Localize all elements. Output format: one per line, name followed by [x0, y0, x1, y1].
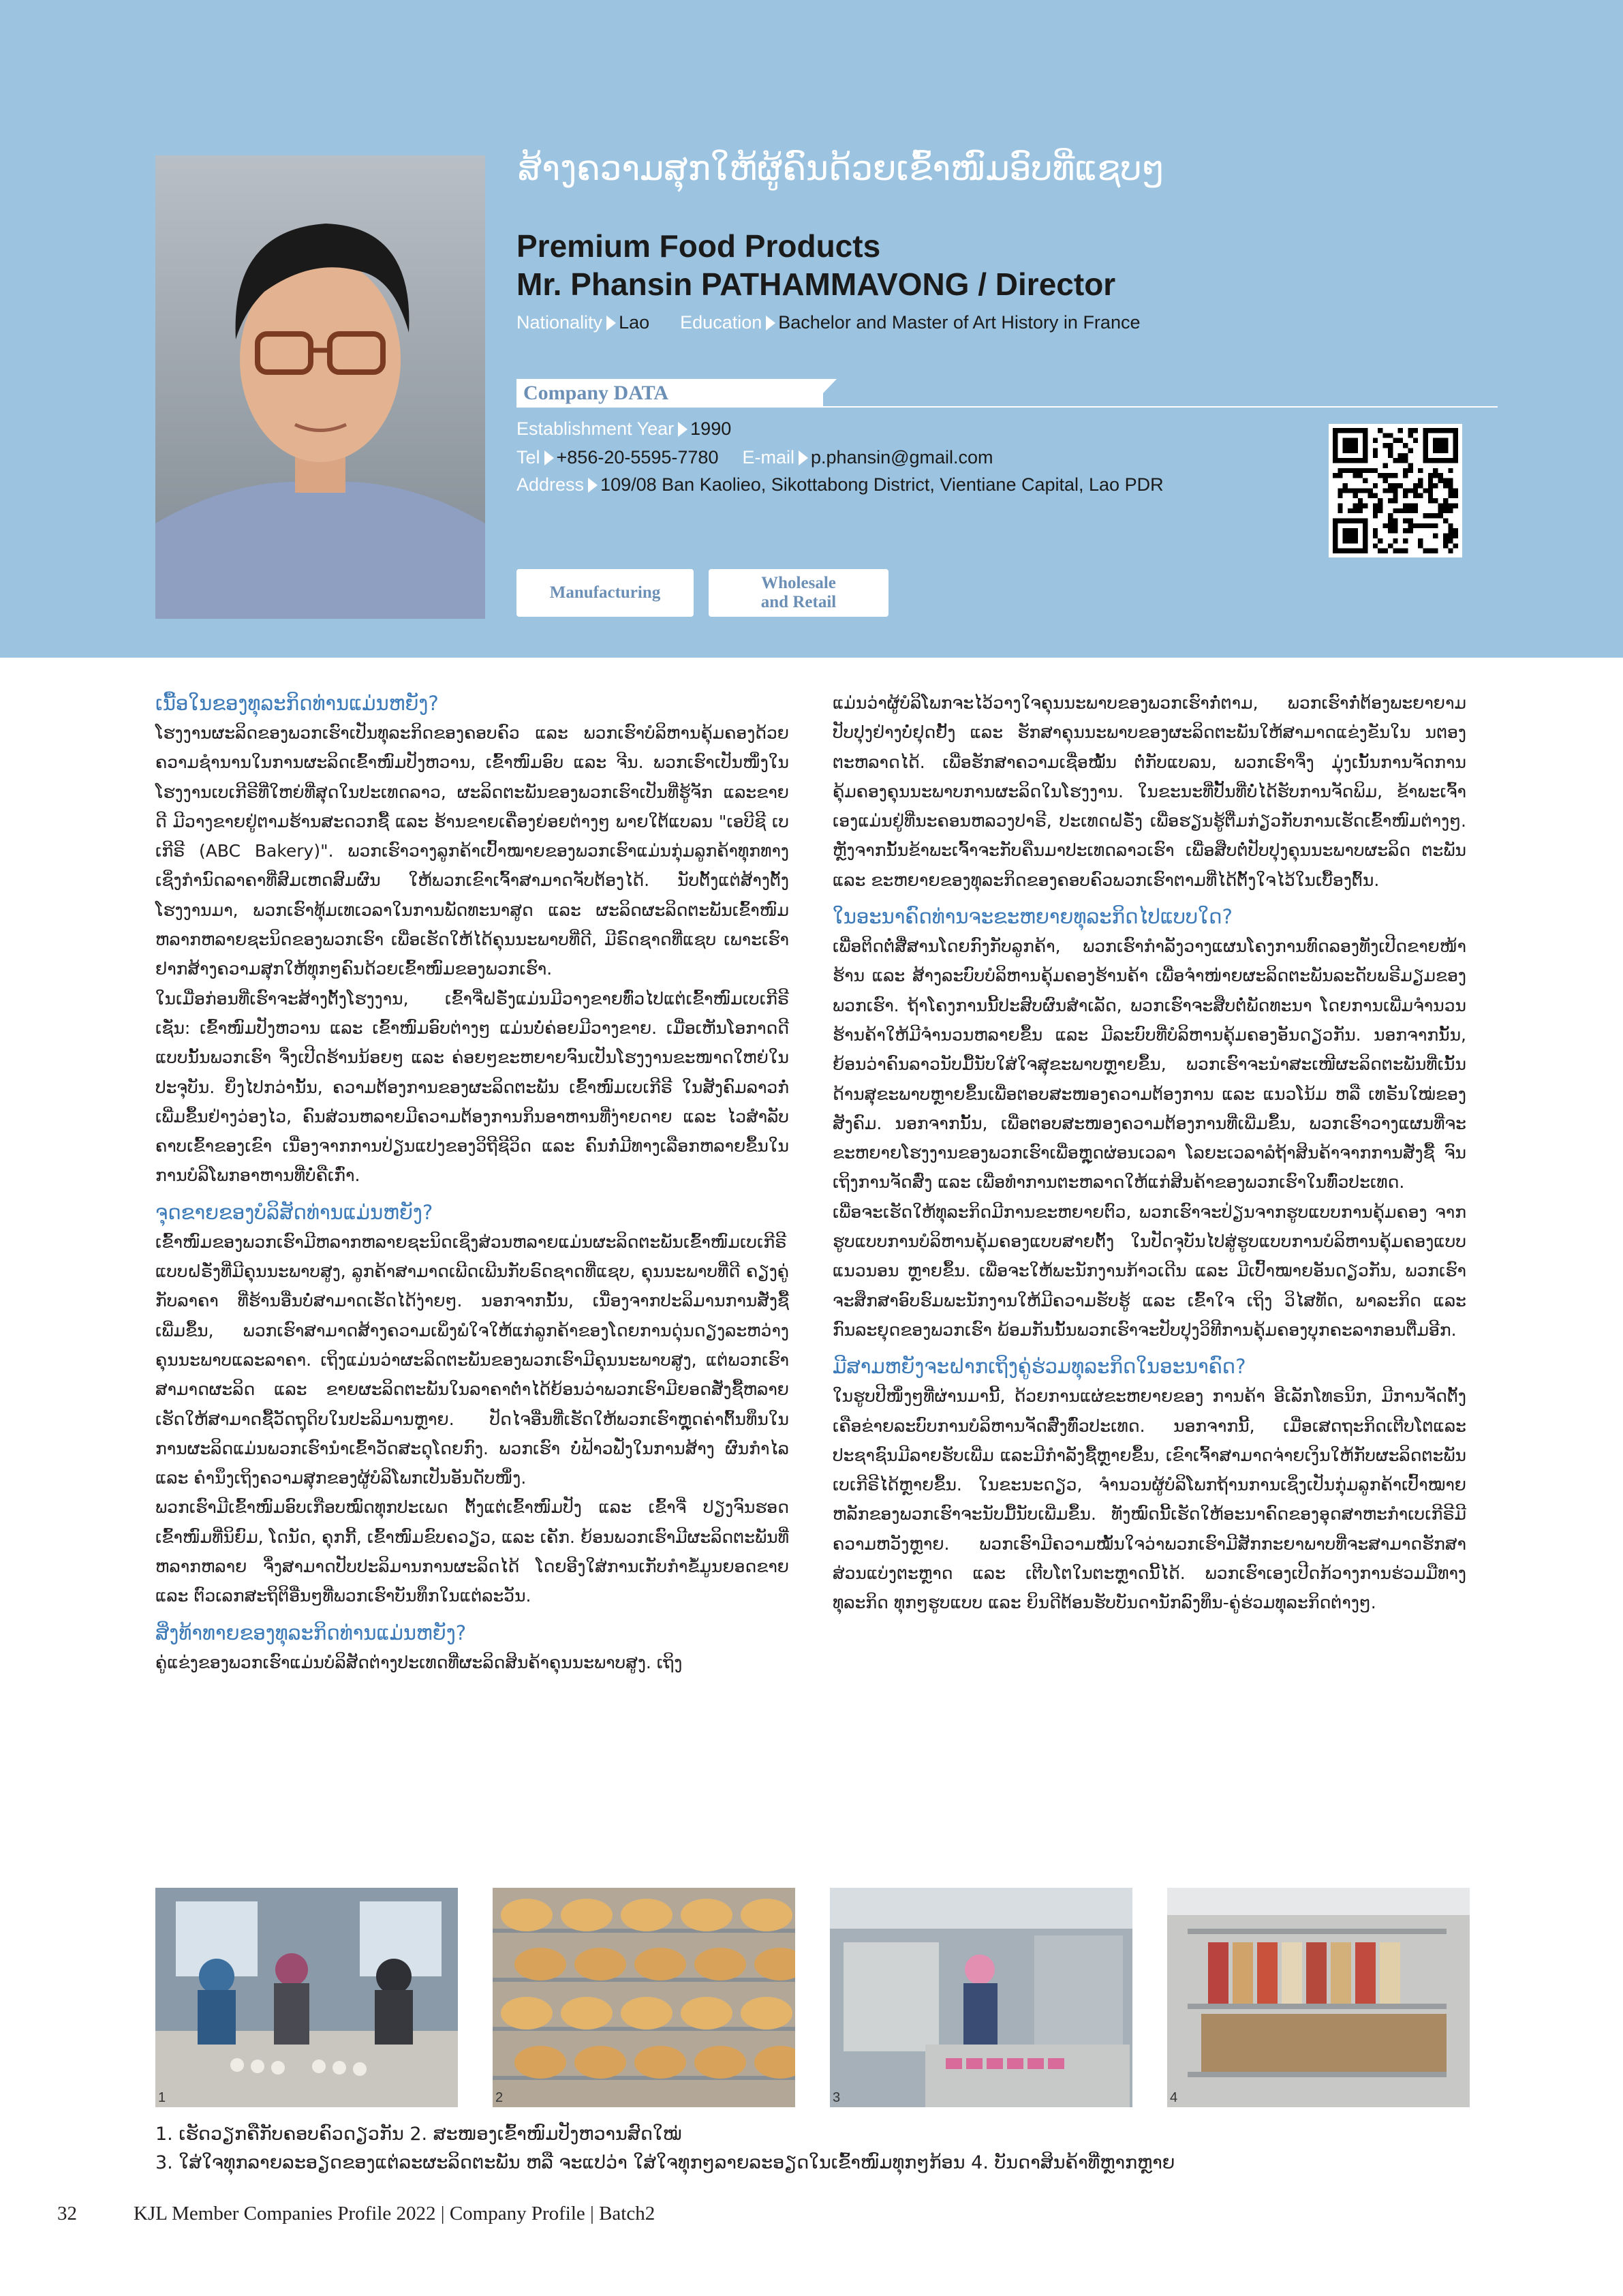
paragraph: ໃນຮູບປີໜຶ່ງໆທີ່ຜ່ານມານີ້, ດ້ວຍການແຜ່ຂະຫຍາຍຂອງ ການຄ້າ ອີເລັກໂທຣນິກ, ມີການຈັດຕັ້ງເຄືອຂ່າຍລະບົບການບໍລິຫານຈັດສົ່ງທົ່ວປະເທດ. ນອກຈາກນີ້, ເມື່ອເສດຖະກິດເຕີບໂຕແລະປະຊາຊົນມີລາຍຮັບເພີ່ມ ແລະມີກຳລັງຊື້ຫຼາຍຂຶ້ນ, ເຂົາເຈົ້າສາມາດຈ່າຍເງິນໃຫ້ກັບຜະລິດຕະພັນເບເກີຣີໄດ້ຫຼາຍຂຶ້ນ. ໃນຂະນະດຽວ, ຈຳນວນຜູ້ບໍລິໂພກຖ້ານການເຊິ່ງເປັນກຸ່ມລູກຄ້າເປົ້າໝາຍຫລັກຂອງພວກເຮົາຈະນັບມື້ນັບເພີ່ມຂຶ້ນ. ທັງໝົດນີ້ເຮັດໃຫ້ອະນາຄົດຂອງອຸດສາຫະກຳເບເກີຣີມີຄວາມຫວັງຫຼາຍ. ພວກເຮົາມີຄວາມໝັ້ນໃຈວ່າພວກເຮົາມີສັກກະຍາພາບທີ່ຈະສາມາດຮັກສາສ່ວນແບ່ງຕະຫຼາດ ແລະ ເຕີບໂຕໃນຕະຫຼາດນີ້ໄດ້. ພວກເຮົາເອງເປີດກ້ວາງການຮ່ວມມືທາງທຸລະກິດ ທຸກໆຮູບແບບ ແລະ ຍິນດີຕ້ອນຮັບບັນດານັກລົງທຶນ-ຄູ່ຮ່ວມທຸລະກິດຕ່າງໆ.	[833, 1386, 1466, 1613]
address-row	[516, 474, 1164, 495]
section-heading: ໃນອະນາຄົດທ່ານຈະຂະຫຍາຍທຸລະກິດໄປແບບໃດ?	[833, 905, 1233, 929]
address-value: 109/08 Ban Kaolieo, Sikottabong District, Vientiane Capital, Lao PDR	[600, 474, 1164, 495]
company-data-heading: Company DATA	[516, 379, 823, 408]
photo-number: 3	[833, 2090, 841, 2105]
education-value: Bachelor and Master of Art History in France	[778, 312, 1141, 333]
tag-wholesale-retail: Wholesale and Retail	[709, 569, 888, 617]
nationality-value: Lao	[619, 312, 650, 333]
footer-title: KJL Member Companies Profile 2022 | Company Profile | Batch2	[134, 2203, 655, 2224]
arrow-right-icon	[606, 316, 616, 331]
section-heading: ຈຸດຂາຍຂອງບໍລິສັດທ່ານແມ່ນຫຍັງ?	[155, 1200, 433, 1224]
paragraph: ພວກເຮົາມີເຂົ້າໜົມອົບເກືອບໝົດທຸກປະເພດ ຕັ້ງແຕ່ເຂົ້າໜົມປັງ ແລະ ເຂົ້າຈີ່ ປຽງຈົນຮອດເຂົ້າໜົມທີ່ນິຍົມ, ໂດນັດ, ຄຸກກີ້, ເຂົ້າໜົມຂົບຄວຽວ, ແລະ ເຄັກ. ຍ້ອນພວກເຮົາມີຜະລິດຕະພັນທີ່ຫລາກຫລາຍ ຈຶ່ງສາມາດປັບປະລິມານການຜະລິດໄດ້ ໂດຍອີງໃສ່ການເກັບກຳຂໍ້ມູນຍອດຂາຍ ແລະ ຕົວເລກສະຖິຕິອື່ນໆທີ່ພວກເຮົາບັນທຶກໃນແຕ່ລະວັນ.	[155, 1497, 789, 1606]
arrow-right-icon	[678, 422, 687, 437]
person-meta	[516, 312, 1140, 333]
established-row	[516, 418, 731, 440]
arrow-right-icon	[799, 450, 808, 465]
photo-caption-line-1: 1. ເຮັດວຽກຄືກັບຄອບຄົວດຽວກັນ 2. ສະໜອງເຂົ້າໜົມປັງຫວານສົດໃໝ່	[155, 2124, 682, 2145]
bakery-production-photo	[830, 1888, 1132, 2107]
established-value: 1990	[690, 418, 732, 439]
left-column	[155, 688, 789, 1677]
paragraph: ເຂົ້າໜົມຂອງພວກເຮົາມີຫລາກຫລາຍຊະນິດເຊິ່ງສ່ວນຫລາຍແມ່ນຜະລິດຕະພັນເຂົ້າໜົມເບເກີຣີແບບຝຣັ່ງທີ່ມີຄຸນນະພາບສູງ, ລູກຄ້າສາມາດເພີດເພີນກັບຣົດຊາດທີ່ແຊບ, ຄຸນນະພາບທີ່ດີ ຄຽງຄູ່ກັບລາຄາ ທີ່ຮ້ານອື່ນບໍ່ສາມາດເຮັດໄດ້ງ່າຍໆ. ນອກຈາກນັ້ນ, ເນື່ອງຈາກປະລິມານການສັ່ງຊື້ເພີ່ມຂຶ້ນ, ພວກເຮົາສາມາດສ້າງຄວາມເພິ່ງພໍໃຈໃຫ້ແກ່ລູກຄ້າຂອງໂດຍການດຸ່ນດຽງລະຫວ່າງຄຸນນະພາບແລະລາຄາ. ເຖິງແມ່ນວ່າຜະລິດຕະພັນຂອງພວກເຮົາມີຄຸນນະພາບສູງ, ແຕ່ພວກເຮົາສາມາດຜະລິດ ແລະ ຂາຍຜະລິດຕະພັນໃນລາຄາຕ່ຳໄດ້ຍ້ອນວ່າພວກເຮົາມີຍອດສັ່ງຊື້ຫລາຍ ເຮັດໃຫ້ສາມາດຊື້ວັດຖຸດິບໃນປະລິມານຫຼາຍ. ປັດໄຈອື່ນທີ່ເຮັດໃຫ້ພວກເຮົາຫຼຸດຄ່າຕົ້ນທຶນໃນການຜະລິດແມ່ນພວກເຮົານຳເຂົ້າວັດສະດຸໂດຍກົງ. ພວກເຮົາ ບໍ່ຟ້າວຟັ່ງໃນການສ້າງ ຜົນກຳໄລ ແລະ ຄຳນຶງເຖິງຄວາມສຸກຂອງຜູ້ບໍລິໂພກເປັນອັນດັບໜຶ່ງ.	[155, 1231, 789, 1488]
email-value[interactable]: p.phansin@gmail.com	[811, 447, 993, 468]
director-name: Mr. Phansin PATHAMMAVONG / Director	[516, 266, 1116, 302]
qr-code-image	[1333, 428, 1458, 553]
paragraph: ໃນເມື່ອກ່ອນທີ່ເຮົາຈະສ້າງຕັ້ງໂຮງງານ, ເຂົ້າຈີ່ຝຣັ່ງແມ່ນມີວາງຂາຍທົ່ວໄປແຕ່ເຂົ້າໜົມເບເກີຣີ ເຊັ່ນ: ເຂົ້າໜົມປັງຫວານ ແລະ ເຂົ້າໜົມອົບຕ່າງໆ ແມ່ນບໍ່ຄ່ອຍມີວາງຂາຍ. ເມື່ອເຫັນໂອກາດດີແບບນັ້ນພວກເຮົາ ຈຶ່ງເປີດຮ້ານນ້ອຍໆ ແລະ ຄ່ອຍໆຂະຫຍາຍຈົນເປັນໂຮງງານຂະໜາດໃຫຍ່ໃນປະຈຸບັນ. ຍິ່ງໄປກວ່ານັ້ນ, ຄວາມຕ້ອງການຂອງຜະລິດຕະພັນ ເຂົ້າໜົມເບເກີຣີ ໃນສັງຄົມລາວກໍ່ເພີ່ມຂຶ້ນຢ່າງວ່ອງໄວ, ຄົນສ່ວນຫລາຍມີຄວາມຕ້ອງການກິນອາຫານທີ່ງ່າຍດາຍ ແລະ ໄວສໍາລັບຄາບເຂົ້າຂອງເຂົາ ເນື່ອງຈາກການປ່ຽນແປງຂອງວິຖີຊີວິດ ແລະ ຄົນກໍ່ມີທາງເລືອກຫລາຍຂຶ້ນໃນການບໍລິໂພກອາຫານທີ່ບໍ່ຄືເກົ່າ.	[155, 988, 789, 1186]
tag-manufacturing: Manufacturing	[516, 569, 694, 617]
education-label: Education	[680, 312, 762, 333]
qr-code-icon[interactable]	[1329, 424, 1462, 557]
photo-1	[155, 1888, 458, 2107]
portrait-image	[155, 155, 485, 619]
established-label: Establishment Year	[516, 418, 675, 439]
paragraph: ເພື່ອຈະເຮັດໃຫ້ທຸລະກິດມີການຂະຫຍາຍຕົວ, ພວກເຮົາຈະປ່ຽນຈາກຮູບແບບການຄຸ້ມຄອງ ຈາກ ຮູບແບບການບໍລິຫານຄຸ້ມຄອງແບບສາຍຕັ້ງ ໃນປັດຈຸບັນໄປສູ່ຮູບແບບການບໍລິຫານຄຸ້ມຄອງແບບແນວນອນ ຫຼາຍຂຶ້ນ. ເພື່ອຈະໃຫ້ພະນັກງານກ້າວເດີນ ແລະ ມີເປົ້າໝາຍອັນດຽວກັນ, ພວກເຮົາຈະສຶກສາອົບຮົມພະນັກງານໃຫ້ມີຄວາມຮັບຮູ້ ແລະ ເຂົ້າໃຈ ເຖິງ ວິໄສທັດ, ພາລະກິດ ແລະ ກົນລະຍຸດຂອງພວກເຮົາ ພ້ອມກັນນັ້ນພວກເຮົາຈະປັບປຸງວິທີການຄຸ້ມຄອງບຸກຄະລາກອນຕື່ມອີກ.	[833, 1201, 1466, 1340]
section-heading: ສິ່ງທ້າທາຍຂອງທຸລະກິດທ່ານແມ່ນຫຍັງ?	[155, 1621, 467, 1644]
paragraph: ເພື່ອຕິດຕໍ່ສື່ສານໂດຍກົງກັບລູກຄ້າ, ພວກເຮົາກໍາລັງວາງແຜນໂຄງການທົດລອງທັງເປີດຂາຍໜ້າຮ້ານ ແລະ ສ້າງລະບົບບໍລິຫານຄຸ້ມຄອງຮ້ານຄ້າ ເພື່ອຈຳໜ່າຍຜະລິດຕະພັນລະດັບພຣີມຽມຂອງພວກເຮົາ. ຖ້າໂຄງການນີ້ປະສົບຜົນສຳເລັດ, ພວກເຮົາຈະສືບຕໍ່ພັດທະນາ ໂດຍການເພີ່ມຈຳນວນຮ້ານຄ້າໃຫ້ມີຈຳນວນຫລາຍຂຶ້ນ ແລະ ມີລະບົບທີ່ບໍລິຫານຄຸ້ມຄອງອັນດຽວກັນ. ນອກຈາກນັ້ນ, ຍ້ອນວ່າຄົນລາວນັບມື້ນັບໃສ່ໃຈສຸຂະພາບຫຼາຍຂຶ້ນ, ພວກເຮົາຈະນຳສະເໜີຜະລິດຕະພັນທີ່ເນັ້ນດ້ານສຸຂະພາບຫຼາຍຂຶ້ນເພື່ອຕອບສະໜອງຄວາມຕ້ອງການ ແລະ ແນວໂນ້ມ ຫລື ເທຣັນໃໝ່ຂອງສັງຄົມ. ນອກຈາກນັ້ນ, ເພື່ອຕອບສະໜອງຄວາມຕ້ອງການທີ່ເພີ່ມຂຶ້ນ, ພວກເຮົາວາງແຜນທີ່ຈະຂະຫຍາຍໂຮງງານຂອງພວກເຮົາເພື່ອຫຼຸດຜ່ອນເວລາ ໂລຍະເວລາລໍຖ້າສິນຄ້າຈາກການສັ່ງຊື້ ຈົນເຖິງການຈັດສົ່ງ ແລະ ເພື່ອທຳການຕະຫລາດໃຫ້ແກ່ສິນຄ້າຂອງພວກເຮົາໃນທົ່ວປະເທດ.	[833, 936, 1466, 1193]
paragraph: ໂຮງງານຜະລິດຂອງພວກເຮົາເປັນທຸລະກິດຂອງຄອບຄົວ ແລະ ພວກເຮົາບໍລິຫານຄຸ້ມຄອງດ້ວຍຄວາມຊຳນານໃນການຜະລິດເຂົ້າໜົມປັງຫວານ, ເຂົ້າໜົມອົບ ແລະ ຈີນ. ພວກເຮົາເປັນໜຶ່ງໃນໂຮງງານເບເກີຣີທີ່ໃຫຍ່ທີ່ສຸດໃນປະເທດລາວ, ຜະລິດຕະພັນຂອງພວກເຮົາເປັນທີ່ຮູ້ຈັກ ແລະຂາຍດີ ມີວາງຂາຍຢູ່ຕາມຮ້ານສະດວກຊື້ ແລະ ຮ້ານຂາຍເຄື່ອງຍ່ອຍຕ່າງໆ ພາຍໃຕ້ແບລນ "ເອບີຊີ ເບເກີຣີ (ABC Bakery)". ພວກເຮົາວາງລູກຄ້າເປົ້າໝາຍຂອງພວກເຮົາແມ່ນກຸ່ມລູກຄ້າທຸກທາງ ເຊິ່ງກໍານົດລາຄາທີ່ສົມເຫດສົມຜົນ ໃຫ້ພວກເຂົາເຈົ້າສາມາດຈັບຕ້ອງໄດ້. ນັບຕັ້ງແຕ່ສ້າງຕັ້ງໂຮງງານມາ, ພວກເຮົາທຸ້ມເທເວລາໃນການພັດທະນາສູດ ແລະ ຜະລິດຜະລິດຕະພັນເຂົ້າໜົມຫລາກຫລາຍຊະນິດຂອງພວກເຮົາ ເພື່ອເຮັດໃຫ້ໄດ້ຄຸນນະພາບທີ່ດີ, ມີຣົດຊາດທີ່ແຊບ ເພາະເຮົາຢາກສ້າງຄວາມສຸກໃຫ້ທຸກໆຄົນດ້ວຍເຂົ້າໜົມຂອງພວກເຮົາ.	[155, 723, 789, 979]
company-data-bar	[516, 379, 1498, 408]
bread-rack-photo	[493, 1888, 795, 2107]
email-label: E-mail	[742, 447, 795, 468]
photo-3	[830, 1888, 1132, 2107]
section-heading: ມີສາມຫຍັງຈະຝາກເຖິງຄູ່ຮ່ວມທຸລະກິດໃນອະນາຄົດ?	[833, 1355, 1246, 1379]
workers-preparing-food-photo	[155, 1888, 458, 2107]
section-heading: ເນື້ອໃນຂອງທຸລະກິດທ່ານແມ່ນຫຍັງ?	[155, 692, 439, 715]
arrow-right-icon	[766, 316, 775, 331]
page-number: 32	[57, 2203, 77, 2224]
tel-label: Tel	[516, 447, 540, 468]
product-shelf-photo	[1167, 1888, 1470, 2107]
photo-number: 4	[1170, 2090, 1178, 2105]
contact-row	[516, 447, 993, 468]
lao-headline: ສ້າງຄວາມສຸກໃຫ້ຜູ້ຄົນດ້ວຍເຂົ້າໜົມອົບທີ່ແຊບໆ	[518, 149, 1165, 188]
arrow-right-icon	[544, 450, 554, 465]
photo-2	[493, 1888, 795, 2107]
paragraph: ແມ່ນວ່າຜູ້ບໍລິໂພກຈະໄວ້ວາງໃຈຄຸນນະພາບຂອງພວກເຮົາກໍ່ຕາມ, ພວກເຮົາກໍ່ຕ້ອງພະຍາຍາມປັບປຸງຢ່າງບໍ່ຢຸດຢັ້ງ ແລະ ຮັກສາຄຸນນະພາບຂອງຜະລິດຕະພັນໃຫ້ສາມາດແຂ່ງຂັນໃນ ນຕອງຕະຫລາດໄດ້. ເພື່ອຮັກສາຄວາມເຊື່ອໝັ້ນ ຕໍ່ກັບແບລນ, ພວກເຮົາຈຶ່ງ ມຸ່ງເນັ້ນການຈັດການຄຸ້ມຄອງຄຸນນະພາບການຜະລິດໃນໂຮງງານ. ໃນຂະນະທີ່ປັ້ນທີ່ບໍ່ໄດ້ຮັບການຈັດພິມ, ຂ້າພະເຈົ້າເອງແມ່ນຢູ່ທີ່ນະຄອນຫລວງປາຣີ, ປະເທດຝຣັ່ງ ເພື່ອຮຽນຮູ້ຕື່ມກ່ຽວກັບການເຮັດເຂົ້າໜົມຕ່າງໆ. ຫຼັງຈາກນັ້ນຂ້າພະເຈົ້າຈະກັບຄືນມາປະເທດລາວເຮົາ ເພື່ອສືບຕໍ່ປັບປຸງຄຸນນະພາບຜະລິດ ຕະພັນ ແລະ ຂະຫຍາຍຂອງທຸລະກິດຂອງຄອບຄົວພວກເຮົາຕາມທີ່ໄດ້ຕັ້ງໃຈໄວ້ໃນເບື້ອງຕົ້ນ.	[833, 693, 1466, 890]
company-name: Premium Food Products	[516, 228, 881, 264]
photo-4	[1167, 1888, 1470, 2107]
photo-number: 1	[158, 2090, 166, 2105]
paragraph: ຄູ່ແຂ່ງຂອງພວກເຮົາແມ່ນບໍລິສັດຕ່າງປະເທດທີ່ຜະລິດສິນຄ້າຄຸນນະພາບສູງ. ເຖິງ	[155, 1652, 683, 1672]
arrow-right-icon	[588, 478, 598, 493]
right-column	[833, 688, 1466, 1618]
nationality-label: Nationality	[516, 312, 603, 333]
address-label: Address	[516, 474, 585, 495]
photo-number: 2	[495, 2090, 504, 2105]
director-portrait	[155, 155, 485, 619]
tel-value: +856-20-5595-7780	[556, 447, 719, 468]
photo-caption-line-2: 3. ໃສ່ໃຈທຸກລາຍລະອຽດຂອງແຕ່ລະຜະລິດຕະພັນ ຫລື ຈະແປວ່າ ໃສ່ໃຈທຸກໆລາຍລະອຽດໃນເຂົ້າໜົມທຸກໆກ້ອນ 4. ບັນດາສິນຄ້າທີ່ຫຼາກຫຼາຍ	[155, 2152, 1175, 2173]
